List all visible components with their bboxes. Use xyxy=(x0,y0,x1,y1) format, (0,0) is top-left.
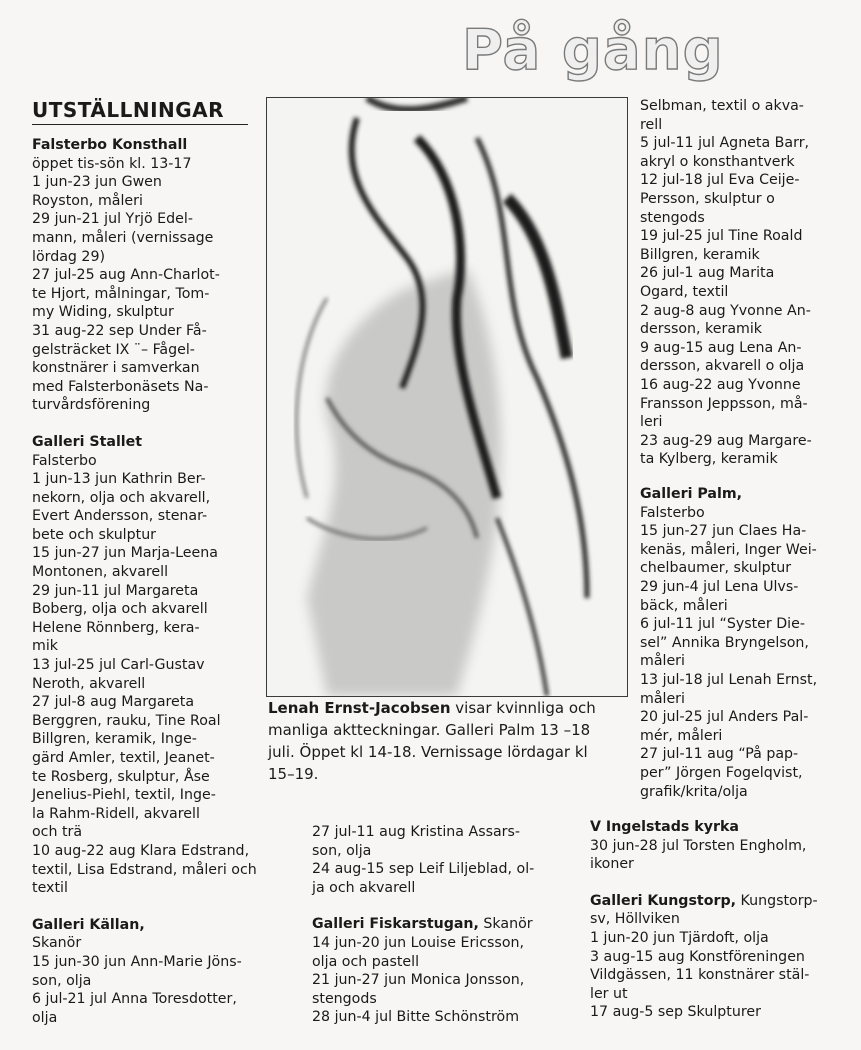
listing-line: 20 jul-25 jul Anders Pal- xyxy=(640,709,809,726)
masthead-title: På gång xyxy=(462,18,724,83)
listing-line: Evert Andersson, stenar- xyxy=(32,508,208,525)
listing-line: gelsträcket IX ¨– Fågel- xyxy=(32,341,195,358)
listing-line: och trä xyxy=(32,824,83,841)
listing-line: 13 jul-25 jul Carl-Gustav xyxy=(32,657,205,674)
listing-line: te Rosberg, skulptur, Åse xyxy=(32,768,210,785)
venue-name-bold: Galleri Fiskarstugan, xyxy=(312,916,479,933)
listing-line: 29 jun-4 jul Lena Ulvs- xyxy=(640,578,799,595)
listing-line: 14 jun-20 jun Louise Ericsson, xyxy=(312,934,525,951)
listing-line: ta Kylberg, keramik xyxy=(640,451,778,468)
listing-line: Skanör xyxy=(32,935,82,952)
listing-line: Selbman, textil o akva- xyxy=(640,98,804,114)
listing-line: rell xyxy=(640,116,663,133)
listing-line: öppet tis-sön kl. 13-17 xyxy=(32,155,192,172)
listing-line: my Widing, skulptur xyxy=(32,304,174,321)
listing-line: akryl o konsthantverk xyxy=(640,153,795,170)
listing-line: dersson, keramik xyxy=(640,321,762,338)
listing-line: Fransson Jeppsson, må- xyxy=(640,395,808,412)
listing-line: 26 jul-1 aug Marita xyxy=(640,265,775,282)
listing-line: leri xyxy=(640,414,663,431)
listing-line: olja och pastell xyxy=(312,953,420,970)
listing-line: 15 jun-27 jun Claes Ha- xyxy=(640,523,807,540)
listing-line: 15 jun-30 jun Ann-Marie Jöns- xyxy=(32,953,242,970)
venue-name-bold: Galleri Kungstorp, xyxy=(590,892,736,909)
listing-line: Helene Rönnberg, kera- xyxy=(32,619,200,636)
listing-line: 2 aug-8 aug Yvonne An- xyxy=(640,302,811,319)
listing-line: chelbaumer, skulptur xyxy=(640,560,792,577)
listing-line: 21 jun-27 jun Monica Jonsson, xyxy=(312,972,525,989)
listing-line: la Rahm-Ridell, akvarell xyxy=(32,805,200,822)
listing-line: per” Jörgen Fogelqvist, xyxy=(640,764,803,781)
venue-name: Galleri Palm, xyxy=(640,486,742,502)
photo-caption xyxy=(268,697,613,785)
listing-line: Billgren, keramik xyxy=(640,246,760,263)
listing-line: son, olja xyxy=(32,972,92,989)
listing-line: 3 aug-15 aug Konstföreningen xyxy=(590,948,805,965)
listing-line: nekorn, olja och akvarell, xyxy=(32,489,211,506)
listing-line: olja xyxy=(32,1009,58,1026)
listing-line: son, olja xyxy=(312,842,372,859)
listing-line: stengods xyxy=(312,990,377,1007)
listing-line: Falsterbo xyxy=(32,452,97,469)
listing-line: Neroth, akvarell xyxy=(32,675,146,692)
listing-line: Falsterbo xyxy=(640,504,705,521)
listing-line: sv, Höllviken xyxy=(590,911,680,928)
venue-name: Galleri Källan, xyxy=(32,916,145,933)
listing-line: 27 jul-25 aug Ann-Charlot- xyxy=(32,267,220,284)
listing-line: Vildgässen, 11 konstnärer stäl- xyxy=(590,967,810,984)
listing-line: gärd Amler, textil, Jeanet- xyxy=(32,750,215,766)
listing-line: 30 jun-28 jul Torsten Engholm, xyxy=(590,837,807,854)
left-column xyxy=(32,136,264,1027)
venue-name xyxy=(312,915,582,934)
venue-name: V Ingelstads kyrka xyxy=(590,819,739,835)
listing-line: 27 jul-11 aug “På pap- xyxy=(640,746,799,763)
listing-line: 5 jul-11 jul Agneta Barr, xyxy=(640,135,810,152)
listing-line: mik xyxy=(32,638,58,655)
listing-line: Boberg, olja och akvarell xyxy=(32,601,208,618)
section-heading: UTSTÄLLNINGAR xyxy=(32,98,248,125)
listing-line: måleri xyxy=(640,653,685,670)
listing-line: sel” Annika Bryngelson, xyxy=(640,634,809,651)
listing-line: bäck, måleri xyxy=(640,597,728,614)
listing-line: ja och akvarell xyxy=(312,879,416,896)
listing-line: 27 jul-8 aug Margareta xyxy=(32,694,195,711)
listing-line: 16 aug-22 aug Yvonne xyxy=(640,376,801,393)
listing-line: 13 jul-18 jul Lenah Ernst, xyxy=(640,671,818,688)
listing-line: mann, måleri (vernissage xyxy=(32,229,214,246)
listing-line: mér, måleri xyxy=(640,727,723,744)
listing-line: ler ut xyxy=(590,985,628,1002)
listing-line: 31 aug-22 sep Under Få- xyxy=(32,322,207,339)
middle-bottom-column xyxy=(312,823,582,1027)
listing-line: dersson, akvarell o olja xyxy=(640,358,805,375)
listing-line: 6 jul-21 jul Anna Toresdotter, xyxy=(32,991,237,1008)
listing-line: Berggren, rauku, Tine Roal xyxy=(32,712,221,729)
listing-line: konstnärer i samverkan xyxy=(32,360,200,377)
listing-line: 15 jun-27 jun Marja-Leena xyxy=(32,545,218,562)
watercolor-figure-drawing xyxy=(267,98,627,696)
listing-line: stengods xyxy=(640,209,705,226)
listing-line: 29 jun-11 jul Margareta xyxy=(32,582,199,599)
listing-line: grafik/krita/olja xyxy=(640,783,748,800)
listing-line: turvårdsförening xyxy=(32,397,151,414)
listing-line: textil xyxy=(32,880,68,897)
listing-line: 12 jul-18 jul Eva Ceije- xyxy=(640,172,800,189)
right-column-top xyxy=(640,97,850,469)
listing-line: Jenelius-Piehl, textil, Inge- xyxy=(32,787,216,804)
listing-line: bete och skulptur xyxy=(32,526,157,543)
listing-line: Montonen, akvarell xyxy=(32,564,169,581)
listing-line: Persson, skulptur o xyxy=(640,190,775,207)
listing-line: med Falsterbonäsets Na- xyxy=(32,378,209,395)
listing-line: 28 jun-4 jul Bitte Schönström xyxy=(312,1009,520,1026)
listing-line: måleri xyxy=(640,690,685,707)
venue-name: Falsterbo Konsthall xyxy=(32,137,188,153)
listing-line: 9 aug-15 aug Lena An- xyxy=(640,339,802,356)
listing-line: kenäs, måleri, Inger Wei- xyxy=(640,541,817,558)
venue-location: Skanör xyxy=(478,916,533,933)
listing-line: Billgren, keramik, Inge- xyxy=(32,731,197,748)
listing-line: 23 aug-29 aug Margare- xyxy=(640,432,812,449)
listing-line: te Hjort, målningar, Tom- xyxy=(32,285,210,302)
listing-line: 29 jun-21 jul Yrjö Edel- xyxy=(32,211,193,228)
listing-line: ikoner xyxy=(590,856,634,873)
listing-line: 1 jun-13 jun Kathrin Ber- xyxy=(32,471,206,488)
listing-line: 6 jul-11 jul “Syster Die- xyxy=(640,616,805,633)
right-bottom-column xyxy=(590,818,852,1022)
galleri-palm-listing xyxy=(640,485,850,801)
listing-line: 24 aug-15 sep Leif Liljeblad, ol- xyxy=(312,861,535,878)
caption-artist: Lenah Ernst-Jacobsen xyxy=(268,699,451,717)
venue-name xyxy=(590,892,852,911)
listing-line: Ogard, textil xyxy=(640,283,729,300)
venue-name: Galleri Stallet xyxy=(32,433,143,450)
listing-line: textil, Lisa Edstrand, måleri och xyxy=(32,861,257,878)
caption-text: visar kvinnliga och manliga aktteckningar. Galleri Palm 13 –18 juli. Öppet kl 14-18. Vernissage lördagar kl 15–19. xyxy=(268,699,596,783)
venue-location: Kungstorp- xyxy=(735,892,818,909)
listing-line: Royston, måleri xyxy=(32,192,143,209)
listing-line: lördag 29) xyxy=(32,248,106,265)
listing-line: 19 jul-25 jul Tine Roald xyxy=(640,228,803,245)
listing-line: 17 aug-5 sep Skulpturer xyxy=(590,1004,761,1021)
nude-figure-illustration xyxy=(266,97,628,697)
listing-line: 1 jun-23 jun Gwen xyxy=(32,174,162,191)
listing-line: 10 aug-22 aug Klara Edstrand, xyxy=(32,842,250,859)
listing-line: 1 jun-20 jun Tjärdoft, olja xyxy=(590,929,769,946)
listing-line: 27 jul-11 aug Kristina Assars- xyxy=(312,824,521,840)
